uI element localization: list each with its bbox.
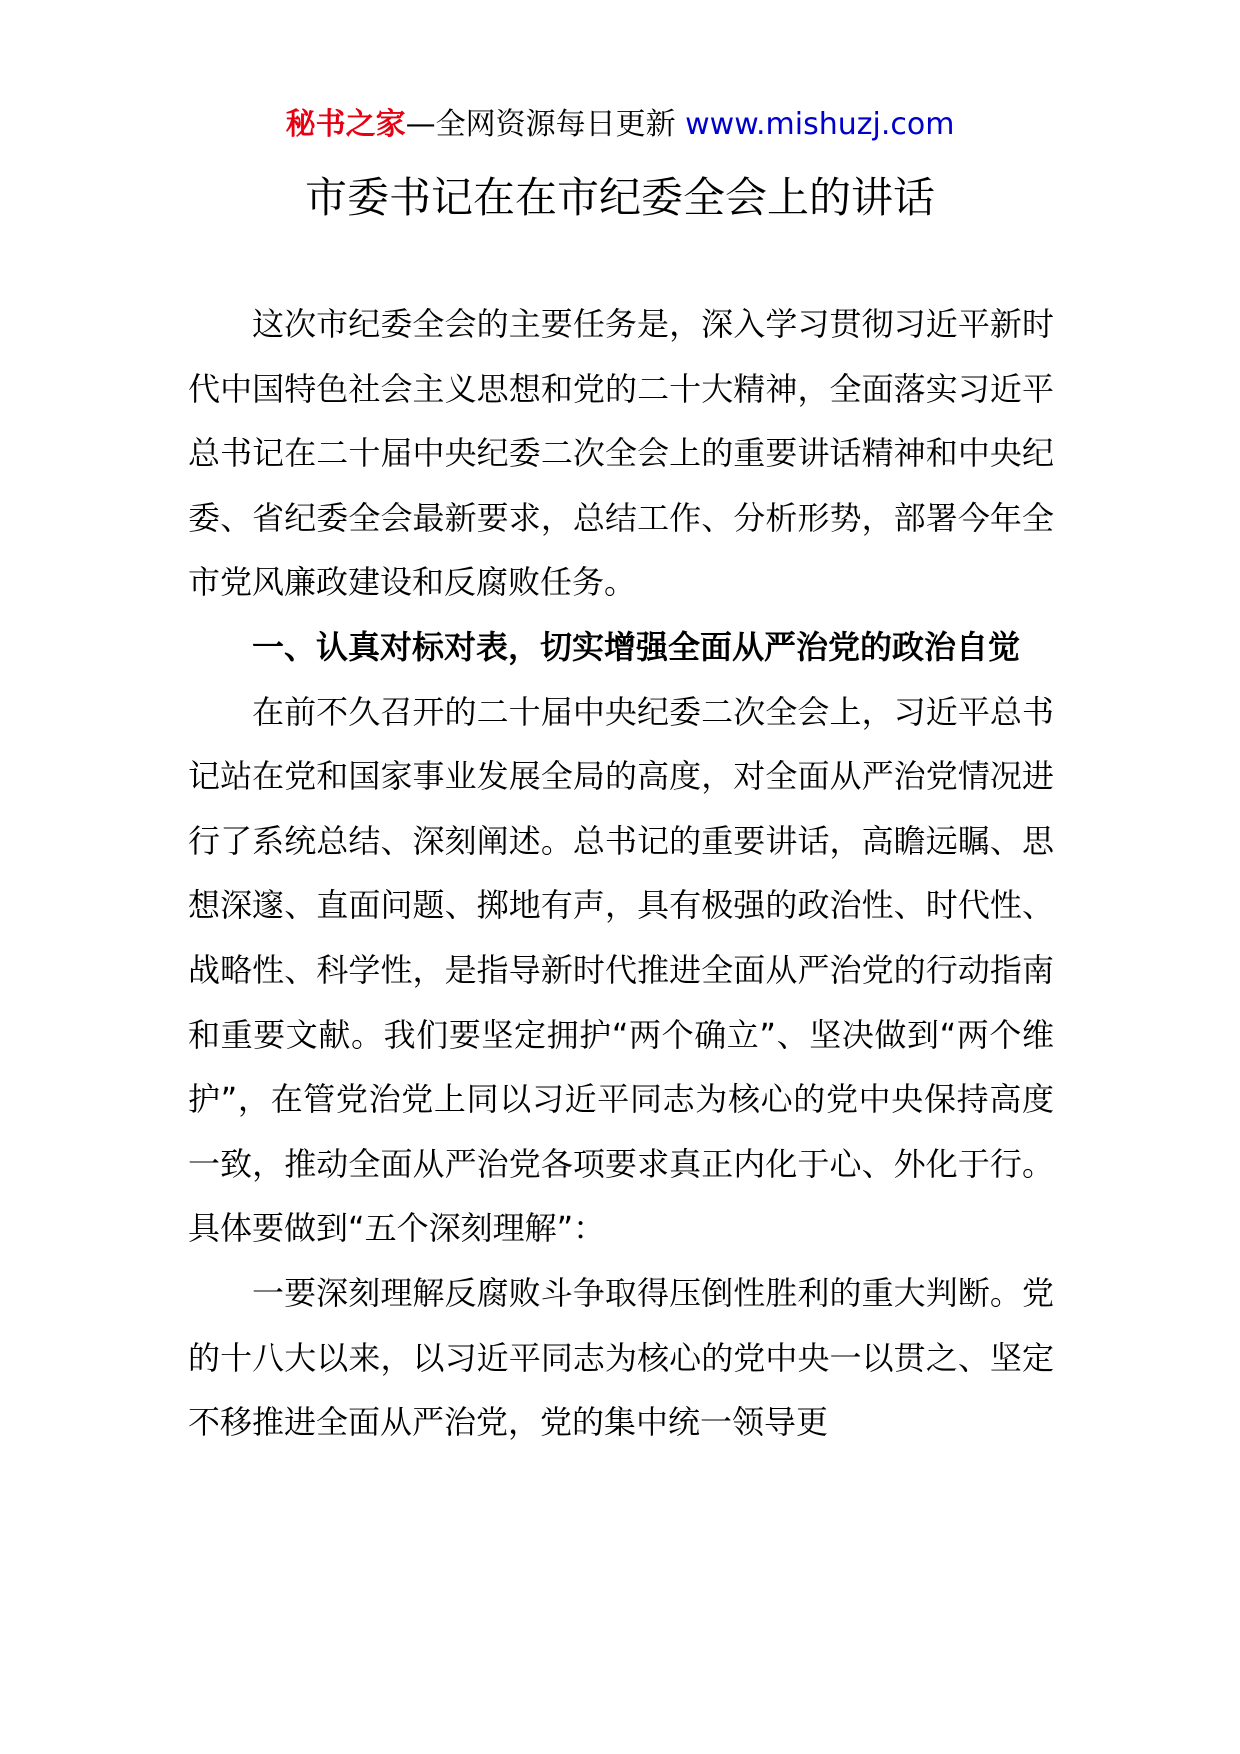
paragraph-section-1: 在前不久召开的二十届中央纪委二次全会上，习近平总书记站在党和国家事业发展全局的高度，对全面从严治党情况进行了系统总结、深刻阐述。总书记的重要讲话，高瞻远瞩、思想深邃、直面问题、掷地有声，具有极强的政治性、时代性、战略性、科学性，是指导新时代推进全面从严治党的行动指南和重要文献。我们要坚定拥护“两个确立”、坚决做到“两个维护”，在管党治党上同以习近平同志为核心的党中央保持高度一致，推动全面从严治党各项要求真正内化于心、外化于行。具体要做到“五个深刻理解”： [188,692,1054,1248]
section-heading-1: 一、认真对标对表，切实增强全面从严治党的政治自觉 [252,627,1021,666]
document-title: 市委书记在在市纪委全会上的讲话 [304,173,935,222]
site-url-link[interactable]: www.mishuzj.com [685,107,955,142]
paragraph-point-1: 一要深刻理解反腐败斗争取得压倒性胜利的重大判断。党的十八大以来，以习近平同志为核心的党中央一以贯之、坚定不移推进全面从严治党，党的集中统一领导更 [188,1273,1054,1442]
paragraph-intro: 这次市纪委全会的主要任务是，深入学习贯彻习近平新时代中国特色社会主义思想和党的二十大精神，全面落实习近平总书记在二十届中央纪委二次全会上的重要讲话精神和中央纪委、省纪委全会最新要求，总结工作、分析形势，部署今年全市党风廉政建设和反腐败任务。 [188,305,1054,602]
document-body [188,292,1054,1455]
site-header [0,100,1240,150]
site-tagline: —全网资源每日更新 [405,107,686,142]
brand-name: 秘书之家 [285,107,406,142]
